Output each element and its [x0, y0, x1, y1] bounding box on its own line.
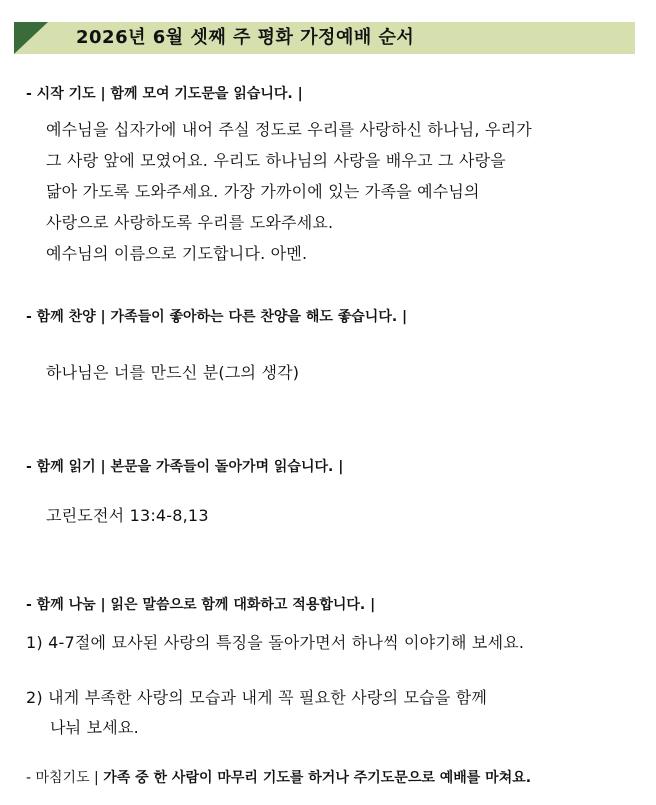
closing-prayer-row	[26, 767, 531, 787]
reading-header: - 함께 읽기 | 본문을 가족들이 돌아가며 읽습니다. |	[26, 459, 344, 475]
opening-prayer-line: 닮아 가도록 도와주세요. 가장 가까이에 있는 가족을 예수님의	[46, 182, 480, 201]
praise-song-title: 하나님은 너를 만드신 분(그의 생각)	[46, 363, 300, 382]
closing-prayer-text: 가족 중 한 사람이 마무리 기도를 하거나 주기도문으로 예배를 마쳐요.	[103, 770, 532, 786]
opening-prayer-line: 예수님을 십자가에 내어 주실 정도로 우리를 사랑하신 하나님, 우리가	[46, 120, 532, 139]
sharing-question-2: 2) 내게 부족한 사랑의 모습과 내게 꼭 필요한 사랑의 모습을 함께	[26, 688, 488, 707]
praise-header: - 함께 찬양 | 가족들이 좋아하는 다른 찬양을 해도 좋습니다. |	[26, 309, 408, 325]
sharing-header: - 함께 나눔 | 읽은 말씀으로 함께 대화하고 적용합니다. |	[26, 597, 376, 613]
opening-prayer-line: 예수님의 이름으로 기도합니다. 아멘.	[46, 244, 308, 263]
banner-accent-triangle	[14, 22, 48, 54]
opening-prayer-line: 사랑으로 사랑하도록 우리를 도와주세요.	[46, 213, 334, 232]
opening-prayer-header: - 시작 기도 | 함께 모여 기도문을 읽습니다. |	[26, 86, 303, 102]
sharing-question-2-continued: 나눠 보세요.	[50, 718, 139, 737]
closing-prayer-label: - 마침기도 |	[26, 770, 104, 786]
title-banner	[14, 22, 635, 54]
page-title: 2026년 6월 셋째 주 평화 가정예배 순서	[76, 27, 415, 48]
sharing-question-1: 1) 4-7절에 묘사된 사랑의 특징을 돌아가면서 하나씩 이야기해 보세요.	[26, 633, 525, 652]
opening-prayer-line: 그 사랑 앞에 모였어요. 우리도 하나님의 사랑을 배우고 그 사랑을	[46, 151, 506, 170]
scripture-passage: 고린도전서 13:4-8,13	[46, 506, 209, 525]
